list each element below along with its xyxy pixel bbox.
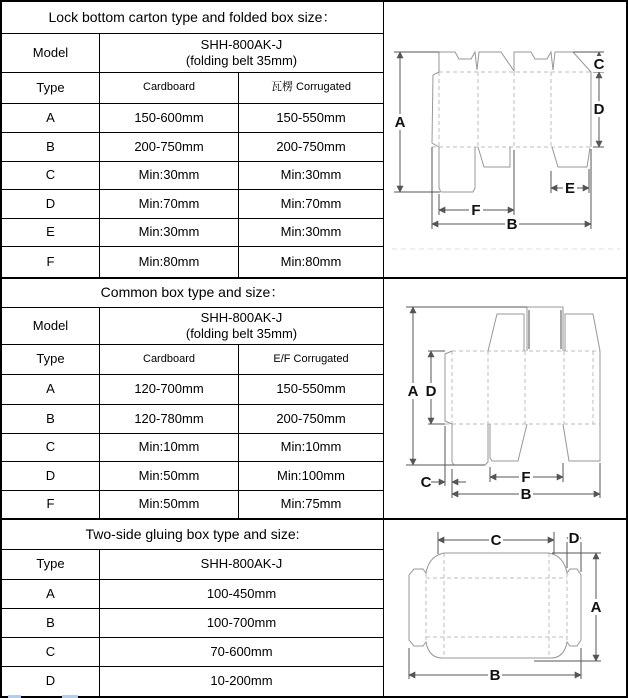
row-value: Min:30mm [99, 161, 238, 189]
col-header-cardboard: Cardboard [99, 72, 238, 103]
section-title: Common box type and size： [100, 284, 285, 301]
lock-bottom-table [2, 2, 384, 277]
model-line1: SHH-800AK-J [200, 36, 283, 52]
row-type: F [2, 490, 99, 518]
dim-label-C: C [593, 56, 605, 73]
row-value: Min:75mm [238, 490, 383, 518]
section-common-box [2, 279, 626, 520]
carton-outline [432, 52, 591, 192]
col-header-corrugated: E/F Corrugated [238, 344, 383, 374]
row-value: Min:100mm [238, 461, 383, 490]
row-type: A [2, 374, 99, 404]
label-backings [393, 56, 606, 232]
carton-outline [445, 307, 600, 465]
model-line2: (folding belt 35mm) [185, 53, 298, 68]
common-box-table [2, 279, 384, 518]
section-title: Two-side gluing box type and size: [85, 525, 300, 542]
row-type: C [2, 433, 99, 461]
row-value: 150-600mm [99, 103, 238, 132]
row-value: Min:70mm [238, 189, 383, 218]
row-value: Min:80mm [238, 246, 383, 277]
row-value: Min:30mm [238, 161, 383, 189]
row-value: 150-550mm [238, 374, 383, 404]
row-value: Min:70mm [99, 189, 238, 218]
row-type: E [2, 218, 99, 246]
row-value: 120-700mm [99, 374, 238, 404]
row-value: 150-550mm [238, 103, 383, 132]
common-box-dieline-drawing [384, 279, 626, 518]
two-side-gluing-diagram [384, 520, 626, 696]
model-value [99, 307, 383, 344]
dimension-lines [406, 307, 600, 498]
row-value: Min:50mm [99, 461, 238, 490]
row-value: 100-450mm [99, 579, 383, 608]
row-value: Min:30mm [99, 218, 238, 246]
row-value: 70-600mm [99, 637, 383, 666]
dim-label-A: A [394, 114, 406, 131]
row-type: B [2, 132, 99, 161]
row-value: Min:10mm [99, 433, 238, 461]
dim-label-B: B [520, 486, 532, 503]
model-label: Model [2, 307, 99, 344]
dim-label-D: D [593, 101, 605, 118]
common-box-diagram [384, 279, 626, 518]
dimension-lines [394, 52, 604, 229]
row-type: C [2, 161, 99, 189]
row-type: A [2, 103, 99, 132]
lock-bottom-dieline-drawing [384, 2, 626, 277]
row-value: 200-750mm [238, 132, 383, 161]
model-line2: (folding belt 35mm) [185, 326, 298, 341]
carton-outline [409, 553, 581, 658]
dim-label-F: F [471, 202, 481, 219]
row-value: 100-700mm [99, 608, 383, 637]
dim-label-D: D [425, 383, 437, 400]
model-label: Model [2, 33, 99, 72]
dim-label-A: A [590, 599, 602, 616]
row-value: 10-200mm [99, 666, 383, 696]
dim-label-C: C [420, 474, 432, 491]
row-type: B [2, 404, 99, 433]
row-type: B [2, 608, 99, 637]
col-header-corrugated: 瓦楞 Corrugated [238, 72, 383, 103]
row-type: A [2, 579, 99, 608]
dim-label-A: A [407, 383, 419, 400]
dim-label-E: E [564, 180, 576, 197]
dimension-lines [409, 532, 601, 679]
row-value: Min:80mm [99, 246, 238, 277]
gluing-box-dieline-drawing [384, 520, 626, 694]
dim-label-B: B [489, 667, 501, 684]
row-type: D [2, 189, 99, 218]
lock-bottom-diagram [384, 2, 626, 277]
fold-lines [426, 553, 567, 658]
row-value: 200-750mm [238, 404, 383, 433]
type-header: Type [2, 549, 99, 579]
row-value: 120-780mm [99, 404, 238, 433]
dim-label-D: D [568, 530, 580, 547]
row-value: 200-750mm [99, 132, 238, 161]
row-type: D [2, 461, 99, 490]
section-title: Lock bottom carton type and folded box size： [48, 8, 337, 25]
type-header: Type [2, 344, 99, 374]
fold-lines [445, 351, 600, 424]
model-value [99, 33, 383, 72]
section-lock-bottom [2, 2, 626, 279]
row-type: C [2, 637, 99, 666]
row-value: Min:30mm [238, 218, 383, 246]
model-value: SHH-800AK-J [99, 549, 383, 579]
row-value: Min:50mm [99, 490, 238, 518]
dim-label-F: F [521, 469, 531, 486]
section-two-side-gluing [2, 520, 626, 696]
model-line1: SHH-800AK-J [200, 309, 283, 325]
col-header-cardboard: Cardboard [99, 344, 238, 374]
type-header: Type [2, 72, 99, 103]
two-side-gluing-table [2, 520, 384, 696]
dim-label-C: C [490, 532, 502, 549]
row-value: Min:10mm [238, 433, 383, 461]
fold-lines [432, 72, 591, 147]
row-type: D [2, 666, 99, 696]
row-type: F [2, 246, 99, 277]
dim-label-B: B [506, 216, 518, 233]
